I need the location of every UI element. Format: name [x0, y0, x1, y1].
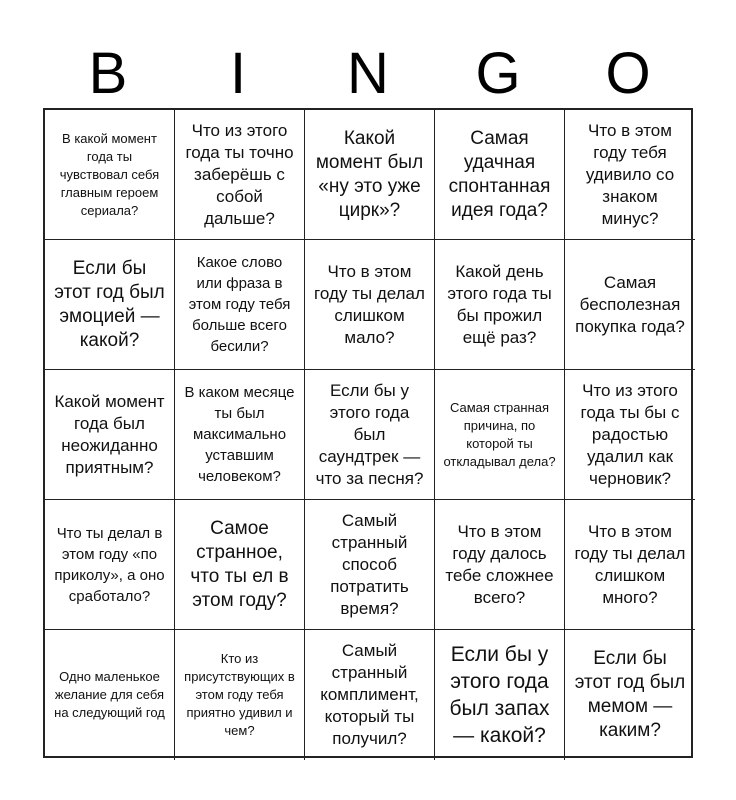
cell-text: Если бы у этого года был запах — какой? — [449, 643, 550, 747]
bingo-cell[interactable] — [435, 110, 565, 240]
bingo-cell[interactable] — [175, 240, 305, 370]
bingo-cell[interactable] — [175, 500, 305, 630]
cell-text: Какое слово или фраза в этом году тебя больше всего бесили? — [188, 254, 291, 355]
cell-text: Одно маленькое желание для себя на следующий год — [54, 669, 165, 720]
cell-text: Что в этом году тебя удивило со знаком минус? — [585, 120, 675, 228]
cell-text: В каком месяце ты был максимально уставшим человеком? — [184, 384, 295, 485]
cell-text: Что в этом году далось тебе сложнее всего? — [445, 521, 554, 607]
cell-text: Самая бесполезная покупка года? — [575, 272, 685, 336]
cell-text: В какой момент года ты чувствовал себя главным героем сериала? — [59, 130, 160, 218]
bingo-cell[interactable] — [45, 110, 175, 240]
cell-text: Кто из присутствующих в этом году тебя приятно удивил и чем? — [184, 651, 295, 738]
cell-text: Что в этом году ты делал слишком мало? — [314, 261, 425, 347]
cell-text: Если бы этот год был мемом — каким? — [574, 648, 686, 741]
bingo-grid — [43, 108, 693, 758]
bingo-cell[interactable] — [175, 110, 305, 240]
bingo-cell[interactable] — [45, 500, 175, 630]
bingo-header — [43, 40, 693, 108]
bingo-cell[interactable] — [565, 630, 695, 760]
header-letter-b: B — [88, 41, 128, 106]
bingo-cell[interactable] — [45, 630, 175, 760]
bingo-cell[interactable] — [435, 500, 565, 630]
bingo-cell[interactable] — [565, 370, 695, 500]
cell-text: Что в этом году ты делал слишком много? — [574, 521, 686, 607]
bingo-cell[interactable] — [45, 240, 175, 370]
bingo-cell[interactable] — [435, 630, 565, 760]
cell-text: Самый странный способ потратить время? — [330, 510, 409, 618]
bingo-cell[interactable] — [305, 240, 435, 370]
cell-text: Если бы у этого года был саундтрек — что за песня? — [315, 380, 424, 488]
bingo-cell[interactable] — [305, 370, 435, 500]
bingo-cell[interactable] — [435, 370, 565, 500]
bingo-cell[interactable] — [175, 630, 305, 760]
bingo-cell[interactable] — [305, 110, 435, 240]
cell-text: Самая странная причина, по которой ты откладывал дела? — [443, 399, 556, 469]
bingo-cell[interactable] — [305, 630, 435, 760]
bingo-cell[interactable] — [565, 110, 695, 240]
header-letter-g: G — [475, 41, 521, 106]
bingo-cell[interactable] — [305, 500, 435, 630]
header-letter-n: N — [347, 41, 389, 106]
cell-text: Если бы этот год был эмоцией — какой? — [54, 257, 165, 351]
cell-text: Какой момент года был неожиданно приятным? — [54, 391, 165, 477]
cell-text: Что из этого года ты точно заберёшь с собой дальше? — [185, 120, 294, 228]
cell-text: Какой день этого года ты бы прожил ещё раз? — [447, 261, 552, 347]
bingo-cell[interactable] — [565, 500, 695, 630]
header-letter-i: I — [229, 41, 247, 106]
bingo-cell[interactable] — [175, 370, 305, 500]
cell-text: Что из этого года ты бы с радостью удалил как черновик? — [580, 380, 680, 488]
cell-text: Самый странный комплимент, который ты получил? — [320, 641, 419, 748]
cell-text: Самое странное, что ты ел в этом году? — [190, 517, 289, 611]
bingo-cell[interactable] — [565, 240, 695, 370]
bingo-cell[interactable] — [435, 240, 565, 370]
cell-text: Какой момент был «ну это уже цирк»? — [315, 127, 424, 221]
cell-text: Что ты делал в этом году «по приколу», а оно сработало? — [54, 524, 165, 605]
header-letter-o: O — [605, 41, 651, 106]
bingo-cell[interactable] — [45, 370, 175, 500]
cell-text: Самая удачная спонтанная идея года? — [448, 127, 551, 221]
